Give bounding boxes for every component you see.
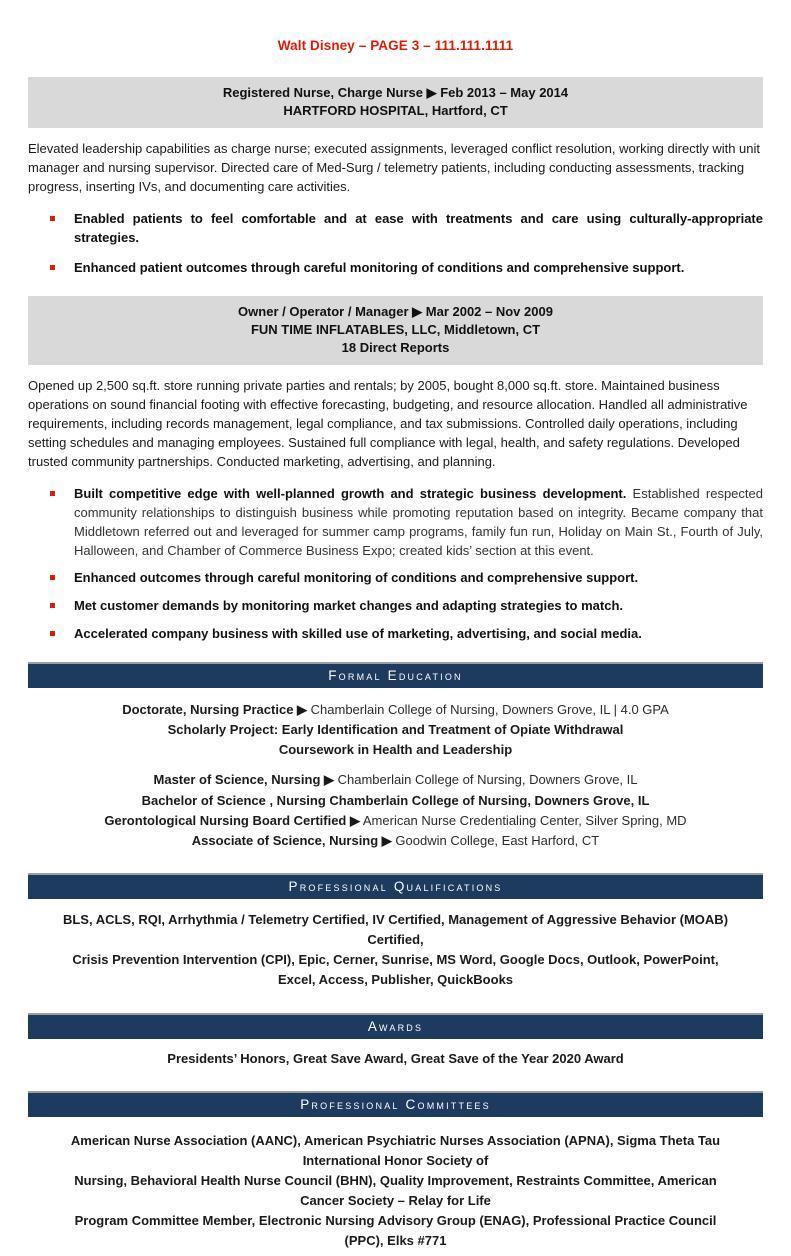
- education-degree: Doctorate, Nursing Practice ▶: [122, 702, 308, 717]
- education-school: Chamberlain College of Nursing, Downers Grove, IL | 4.0 GPA: [307, 702, 669, 717]
- qualifications-line: BLS, ACLS, RQI, Arrhythmia / Telemetry Certified, IV Certified, Management of Aggressive Behavior (MOAB) Certified,: [62, 911, 729, 948]
- education-content: [28, 688, 763, 855]
- education-row: [58, 740, 733, 760]
- bullet-lead: Enhanced patient outcomes through careful monitoring of conditions and comprehensive support.: [74, 259, 685, 275]
- education-degree: Associate of Science, Nursing ▶: [191, 832, 392, 848]
- education-degree: Bachelor of Science , Nursing Chamberlain College of Nursing, Downers Grove, IL: [141, 792, 650, 808]
- education-spacer: [58, 760, 733, 770]
- job-company-line-2: FUN TIME INFLATABLES, LLC, Middletown, CT: [250, 321, 541, 337]
- job-reports-line-2: 18 Direct Reports: [341, 339, 450, 355]
- committees-content: [28, 1117, 763, 1256]
- education-degree: Master of Science, Nursing ▶: [153, 772, 335, 788]
- list-item: [46, 569, 763, 588]
- job-company-line-1: HARTFORD HOSPITAL, Hartford, CT: [283, 102, 508, 118]
- section-header-professional-qualifications: Professional Qualifications: [28, 873, 763, 899]
- qualifications-line: Crisis Prevention Intervention (CPI), Epic, Cerner, Sunrise, MS Word, Google Docs, Outlook, PowerPoint,: [72, 952, 719, 968]
- education-row: [58, 770, 733, 790]
- job-summary-2: Opened up 2,500 sq.ft. store running private parties and rentals; by 2005, bought 8,000 sq.ft. store. Maintained business operations on sound financial footing with effective forecasting, budgeting, and resource allocation. Handled all administrative requirements, including records management, legal compliance, and tax submissions. Controlled daily operations, including setting schedules and managing employees. Sustained full compliance with legal, health, and safety regulations. Developed trusted community partnerships. Conducted marketing, advertising, and planning.: [28, 377, 748, 469]
- bullet-lead: Met customer demands by monitoring market changes and adapting strategies to match.: [74, 598, 624, 614]
- list-item: [46, 485, 763, 560]
- bullet-lead: Enhanced outcomes through careful monitoring of conditions and comprehensive support.: [74, 570, 639, 586]
- committees-line: American Nurse Association (AANC), American Psychiatric Nurses Association (APNA), Sigma Theta Tau International Honor Society of: [70, 1132, 721, 1168]
- education-degree: Gerontological Nursing Board Certified ▶: [104, 812, 360, 828]
- job-bullets-2: [28, 485, 763, 644]
- section-header-awards: Awards: [28, 1013, 763, 1039]
- section-header-formal-education: Formal Education: [28, 662, 763, 688]
- job-bullets-1: [28, 210, 763, 278]
- job-title-line-2: Owner / Operator / Manager ▶ Mar 2002 – Nov 2009: [238, 303, 553, 319]
- list-item: [46, 210, 763, 248]
- bullet-lead: Accelerated company business with skilled use of marketing, advertising, and social media.: [74, 626, 642, 642]
- list-item: [46, 259, 763, 278]
- education-row: [58, 791, 733, 811]
- education-row: [58, 700, 733, 720]
- list-item: [46, 597, 763, 616]
- job-header-block-2: [28, 296, 763, 365]
- education-row: [58, 811, 733, 831]
- committees-line: Program Committee Member, Electronic Nursing Advisory Group (ENAG), Professional Practice Council (PPC), Elks #771: [74, 1213, 717, 1249]
- awards-content: [28, 1039, 763, 1073]
- list-item: [46, 625, 763, 644]
- education-row: [58, 720, 733, 740]
- bullet-rest: Established respected community relationships to distinguish business while promoting reputation based on integrity. Became company that Middletown referred out and leveraged for summer camp programs, family fun run, Holiday on Main St., Fourth of July, Halloween, and Chamber of Commerce Business Expo; created kids’ section at this event.: [74, 486, 763, 558]
- qualifications-line: Excel, Access, Publisher, QuickBooks: [277, 972, 514, 988]
- section-header-professional-committees: Professional Committees: [28, 1091, 763, 1117]
- job-header-block-1: [28, 77, 763, 128]
- qualifications-content: [28, 899, 763, 995]
- education-school: Goodwin College, East Harford, CT: [391, 832, 600, 848]
- education-row: [58, 831, 733, 851]
- bullet-lead: Enabled patients to feel comfortable and at ease with treatments and care using culturally-appropriate strategies.: [74, 211, 763, 246]
- bullet-lead: Built competitive edge with well-planned growth and strategic business development.: [74, 486, 627, 502]
- education-degree: Scholarly Project: Early Identification and Treatment of Opiate Withdrawal: [167, 722, 624, 738]
- page-header: Walt Disney – PAGE 3 – 111.111.1111: [277, 38, 514, 53]
- job-summary-1: Elevated leadership capabilities as charge nurse; executed assignments, leveraged conflict resolution, working directly with unit manager and nursing supervisor. Directed care of Med-Surg / telemetry patients, including conducting assessments, tracking progress, inserting IVs, and documenting care activities.: [28, 140, 761, 195]
- committees-line: Nursing, Behavioral Health Nurse Council (BHN), Quality Improvement, Restraints Committee, American Cancer Society – Relay for Life: [74, 1172, 717, 1209]
- education-school: Chamberlain College of Nursing, Downers Grove, IL: [334, 772, 638, 788]
- awards-line: Presidents’ Honors, Great Save Award, Great Save of the Year 2020 Award: [167, 1050, 624, 1066]
- education-degree: Coursework in Health and Leadership: [278, 742, 513, 758]
- job-title-line-1: Registered Nurse, Charge Nurse ▶ Feb 2013 – May 2014: [222, 85, 569, 100]
- education-school: American Nurse Credentialing Center, Silver Spring, MD: [359, 812, 687, 828]
